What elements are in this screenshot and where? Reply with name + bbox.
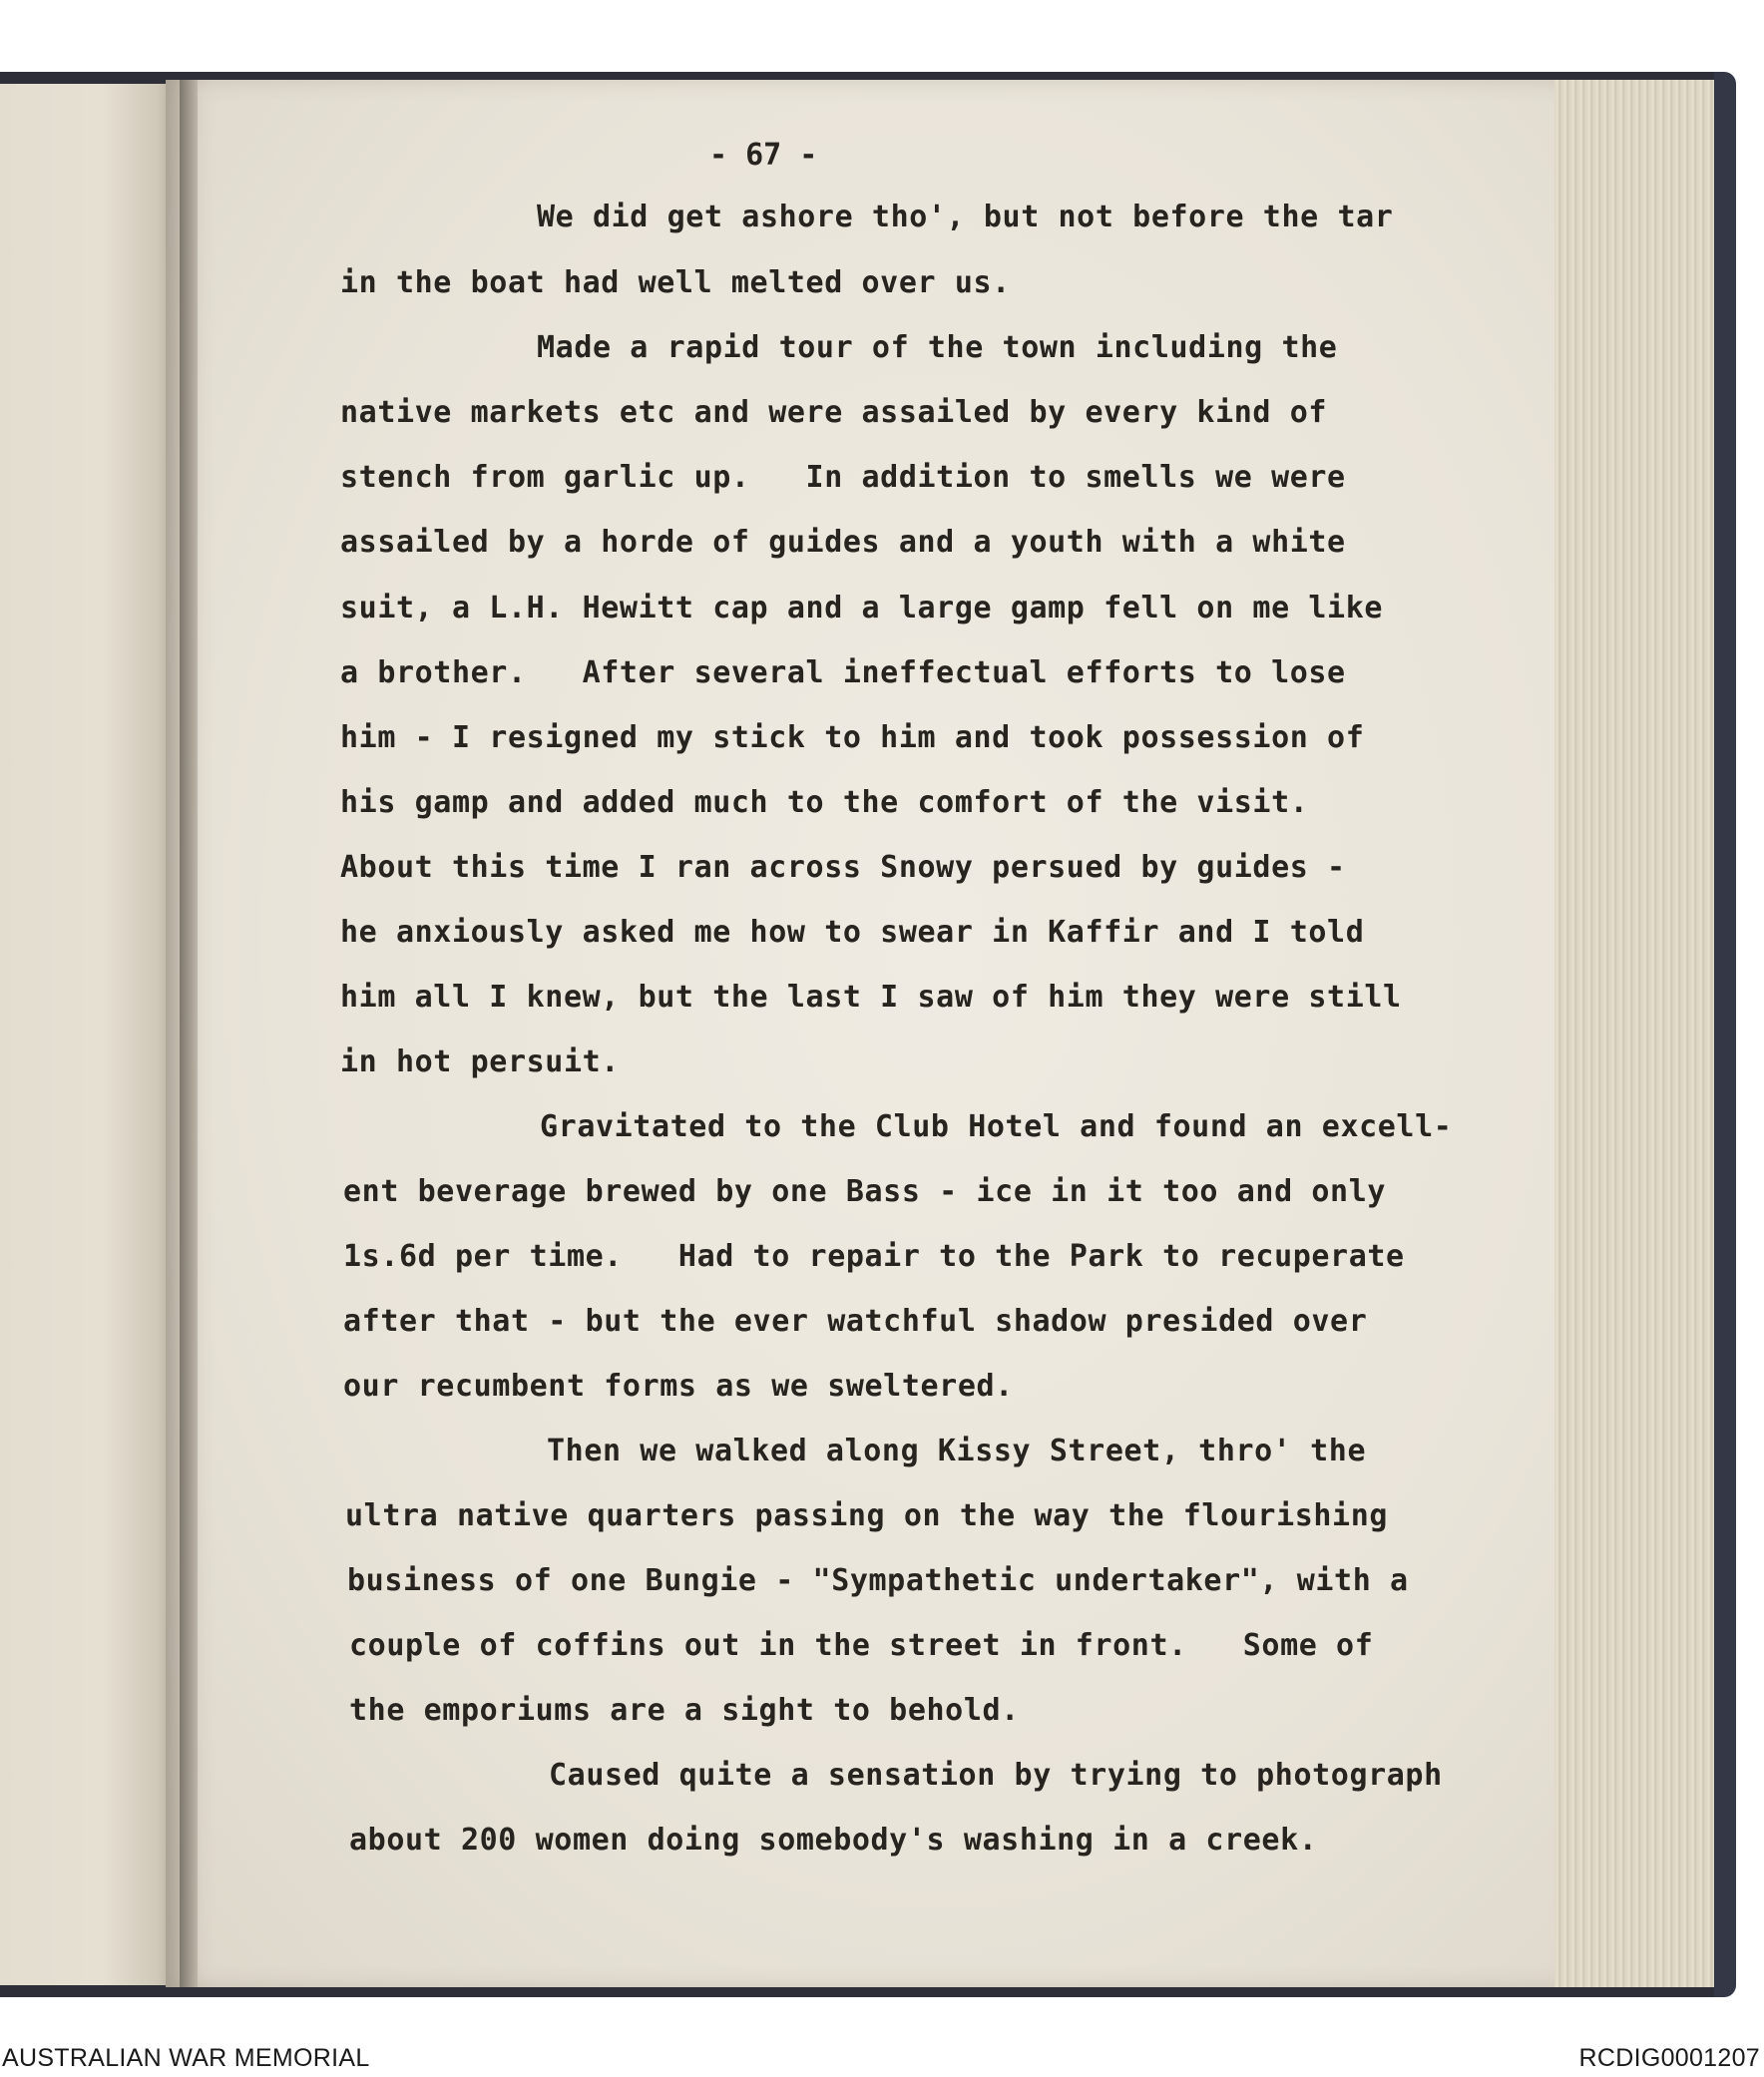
text-line: the emporiums are a sight to behold. <box>349 1693 1020 1728</box>
text-line: Caused quite a sensation by trying to photograph <box>549 1758 1443 1793</box>
text-line: stench from garlic up. In addition to smells we were <box>340 460 1346 495</box>
text-line: about 200 women doing somebody's washing in a creek. <box>349 1823 1318 1858</box>
text-line: he anxiously asked me how to swear in Kaffir and I told <box>340 915 1365 950</box>
text-line: Gravitated to the Club Hotel and found an excell- <box>540 1109 1453 1144</box>
text-line: We did get ashore tho', but not before the tar <box>537 200 1394 234</box>
text-line: in hot persuit. <box>340 1044 620 1079</box>
text-line: assailed by a horde of guides and a youth with a white <box>340 525 1346 560</box>
text-line: suit, a L.H. Hewitt cap and a large gamp fell on me like <box>340 591 1384 625</box>
text-line: 1s.6d per time. Had to repair to the Park to recuperate <box>343 1239 1405 1274</box>
text-line: About this time I ran across Snowy persued by guides - <box>340 850 1346 885</box>
text-line: after that - but the ever watchful shadow presided over <box>343 1304 1368 1339</box>
page-number: - 67 - <box>709 138 818 173</box>
archive-footer <box>0 2035 1764 2077</box>
text-line: Then we walked along Kissy Street, thro' the <box>547 1434 1367 1468</box>
text-line: him all I knew, but the last I saw of him they were still <box>340 980 1402 1015</box>
reference-code: RCDIG0001207 <box>1578 2044 1760 2072</box>
text-line: our recumbent forms as we sweltered. <box>343 1369 1014 1404</box>
text-line: in the boat had well melted over us. <box>340 265 1011 300</box>
text-line: his gamp and added much to the comfort of the visit. <box>340 785 1309 820</box>
text-line: him - I resigned my stick to him and took possession of <box>340 720 1365 755</box>
text-line: a brother. After several ineffectual efforts to lose <box>340 655 1346 690</box>
text-line: ultra native quarters passing on the way the flourishing <box>345 1498 1389 1533</box>
text-line: business of one Bungie - "Sympathetic undertaker", with a <box>347 1563 1409 1598</box>
text-line: Made a rapid tour of the town including the <box>537 330 1338 365</box>
text-line: ent beverage brewed by one Bass - ice in it too and only <box>343 1174 1387 1209</box>
text-line: native markets etc and were assailed by every kind of <box>340 395 1328 430</box>
institution-label: AUSTRALIAN WAR MEMORIAL <box>2 2044 370 2072</box>
text-line: couple of coffins out in the street in front. Some of <box>349 1628 1374 1663</box>
